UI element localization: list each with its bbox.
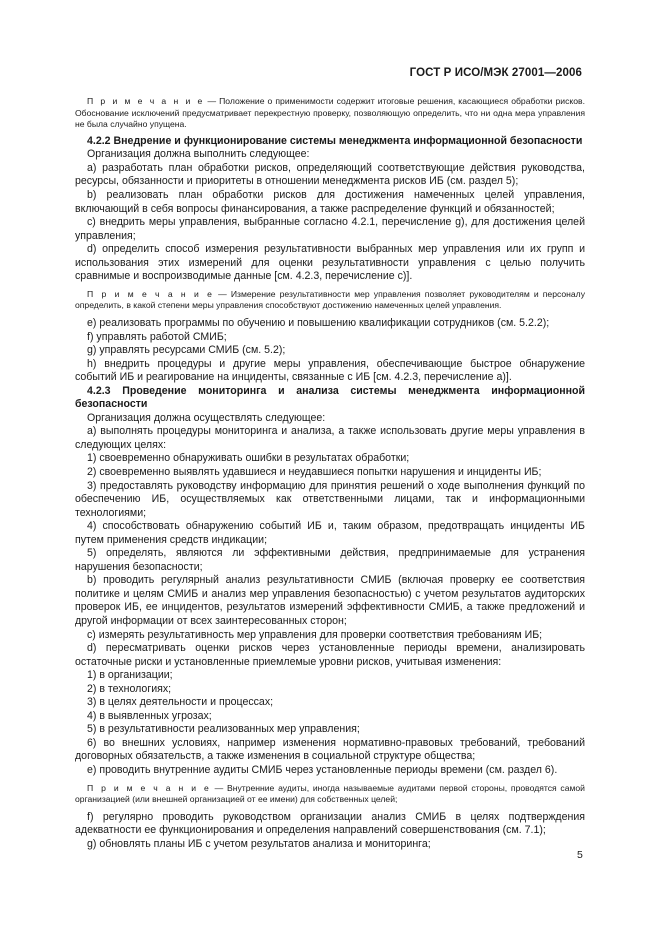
- list-item: а) выполнять процедуры мониторинга и анализа, а также использовать другие меры управления в следующих целях:: [75, 425, 585, 451]
- list-item: 4) в выявленных угрозах;: [87, 709, 212, 722]
- list-item: 1) в организации;: [87, 669, 173, 682]
- list-item: g) обновлять планы ИБ с учетом результатов анализа и мониторинга;: [87, 837, 431, 850]
- paragraph: Организация должна осуществлять следующее:: [87, 411, 326, 424]
- note-text: — Положение о применимости содержит итоговые решения, касающиеся обработки рисков. Обоснование исключений предусматривает перекрестную проверку, позволяющую определить, что ни одна мера управления не была случайно упущена.: [75, 96, 585, 130]
- section-4-2-3-heading: 4.2.3 Проведение мониторинга и анализа системы менеджмента информационной безопасности: [75, 384, 585, 411]
- list-item: 2) в технологиях;: [87, 682, 172, 695]
- list-item: 5) определять, являются ли эффективными действия, предпринимаемые для устранения нарушения безопасности;: [75, 547, 585, 573]
- page-content: [75, 96, 585, 851]
- note-label: П р и м е ч а н и е: [87, 96, 205, 106]
- list-item: с) внедрить меры управления, выбранные согласно 4.2.1, перечисление g), для достижения целей управления;: [75, 216, 585, 242]
- note-label: П р и м е ч а н и е: [87, 782, 211, 793]
- list-item: f) управлять работой СМИБ;: [87, 330, 227, 343]
- note-text: — Внутренние аудиты, иногда называемые аудитами первой стороны, проводятся самой организацией (или внешней организацией от ее имени) для собственных целей;: [75, 782, 585, 805]
- page-number: 5: [577, 849, 583, 861]
- list-item: 3) в целях деятельности и процессах;: [87, 696, 274, 709]
- list-item: е) проводить внутренние аудиты СМИБ через установленные периоды времени (см. раздел 6).: [87, 764, 558, 777]
- note-text: — Измерение результативности мер управления позволяет руководителям и персоналу определить, в какой степени меры управления способствуют достижению намеченных целей управления.: [75, 288, 585, 311]
- note-measurement: [75, 289, 585, 312]
- list-item: е) реализовать программы по обучению и повышению квалификации сотрудников (см. 5.2.2);: [87, 316, 550, 329]
- list-item: d) определить способ измерения результативности выбранных мер управления или их групп и использования этих измерений для оценки результативности управления с целью получить сравнимые и воспроизводимые данные [см. 4.2.3, перечисление с)].: [75, 243, 585, 283]
- list-item: 1) своевременно обнаруживать ошибки в результатах обработки;: [87, 452, 410, 465]
- list-item: h) внедрить процедуры и другие меры управления, обеспечивающие быстрое обнаружение событий ИБ и реагирование на инциденты, связанные с ИБ [см. 4.2.3, перечисление а)].: [75, 357, 585, 384]
- list-item: 2) своевременно выявлять удавшиеся и неудавшиеся попытки нарушения и инциденты ИБ;: [87, 466, 542, 478]
- list-item: f) регулярно проводить руководством организации анализ СМИБ в целях подтверждения адекватности ее функционирования и определения направлений совершенствования (см. 7.1);: [75, 810, 585, 837]
- list-item: 6) во внешних условиях, например изменения нормативно-правовых требований, требований договорных обязательств, а также изменения в социальной структуре общества;: [75, 736, 585, 763]
- list-item: d) пересматривать оценки рисков через установленные периоды времени, анализировать остаточные риски и установленные приемлемые уровни рисков, учитывая изменения:: [75, 642, 585, 668]
- paragraph: Организация должна выполнить следующее:: [87, 148, 310, 161]
- list-item: g) управлять ресурсами СМИБ (см. 5.2);: [87, 344, 286, 357]
- note-applicability: [75, 96, 585, 131]
- list-item: 4) способствовать обнаружению событий ИБ и, таким образом, предотвращать инциденты ИБ путем применения средств индикации;: [75, 520, 585, 546]
- document-header: ГОСТ Р ИСО/МЭК 27001—2006: [409, 67, 582, 79]
- section-4-2-2-heading: 4.2.2 Внедрение и функционирование системы менеджмента информационной безопасности: [87, 134, 583, 147]
- list-item: b) проводить регулярный анализ результативности СМИБ (включая проверку ее соответствия политике и целям СМИБ и анализ мер управления безопасностью) с учетом результатов аудиторских проверок ИБ, ее инцидентов, результатов измерений эффективности СМИБ, а также предложений и другой информации от всех заинтересованных сторон;: [75, 574, 585, 628]
- list-item: 3) предоставлять руководству информацию для принятия решений о ходе выполнения функций по обеспечению ИБ, осуществляемых как ответственными лицами, так и информационными технологиями;: [75, 479, 585, 519]
- list-item: b) реализовать план обработки рисков для достижения намеченных целей управления, включающий в себя вопросы финансирования, а также распределение функций и обязанностей;: [75, 188, 585, 215]
- list-item: 5) в результативности реализованных мер управления;: [87, 723, 360, 736]
- note-internal-audits: [75, 783, 585, 806]
- list-item: а) разработать план обработки рисков, определяющий соответствующие действия руководства, ресурсы, обязанности и приоритеты в отношении менеджмента рисков ИБ (см. раздел 5);: [75, 161, 585, 188]
- note-label: П р и м е ч а н и е: [87, 288, 215, 299]
- list-item: с) измерять результативность мер управления для проверки соответствия требованиям ИБ;: [87, 628, 543, 641]
